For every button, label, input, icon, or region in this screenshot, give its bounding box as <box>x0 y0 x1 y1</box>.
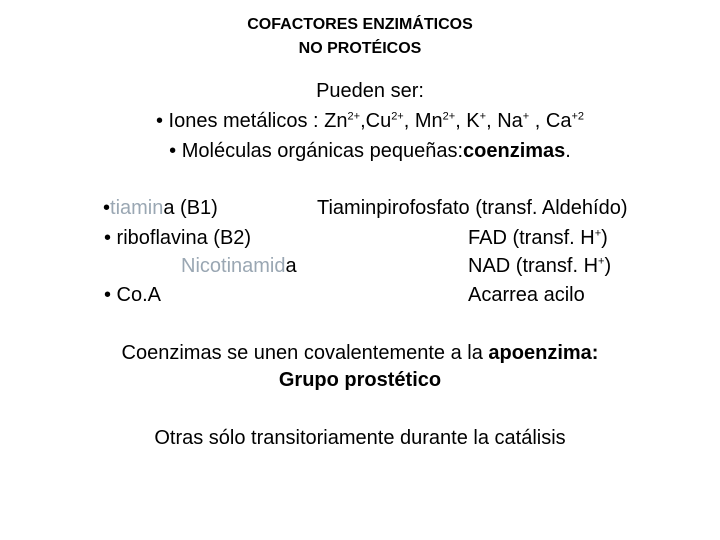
coenzymes-line2: Grupo prostético <box>278 369 442 391</box>
slide-title-line1: COFACTORES ENZIMÁTICOS <box>247 16 473 33</box>
nicotinamida-item: Nicotinamida <box>181 255 297 277</box>
slide-title-line2: NO PROTÉICOS <box>298 40 422 57</box>
coenzymes-line1: Coenzimas se unen covalentemente a la apoenzima: <box>121 342 599 364</box>
nad-description: NAD (transf. H+) <box>468 255 612 277</box>
organic-line: • Moléculas orgánicas pequeñas:coenzimas. <box>169 140 571 162</box>
coa-item: • Co.A <box>104 284 162 306</box>
fad-description: FAD (transf. H+) <box>468 227 608 249</box>
tiamina-item: •tiamina (B1) <box>103 197 218 219</box>
apoenzima-emphasis: apoenzima: <box>488 342 599 364</box>
coa-description: Acarrea acilo <box>468 284 585 306</box>
nicotinamida-link-text: Nicotinamid <box>181 255 286 277</box>
footer-text: Otras sólo transitoriamente durante la catálisis <box>154 427 566 449</box>
coenzimas-emphasis: coenzimas <box>463 140 566 162</box>
ions-line: • Iones metálicos : $Zn^{2+},Cu^{2+}$, $Mn^{2+}$, K+, Na+ , $Ca^{+2}$ <box>155 110 584 132</box>
tiamina-link-text: tiamin <box>110 197 164 219</box>
intro-heading: Pueden ser: <box>316 80 424 102</box>
riboflavina-item: • riboflavina (B2) <box>104 227 252 249</box>
tiamina-description: Tiaminpirofosfato (transf. Aldehído) <box>317 197 628 219</box>
